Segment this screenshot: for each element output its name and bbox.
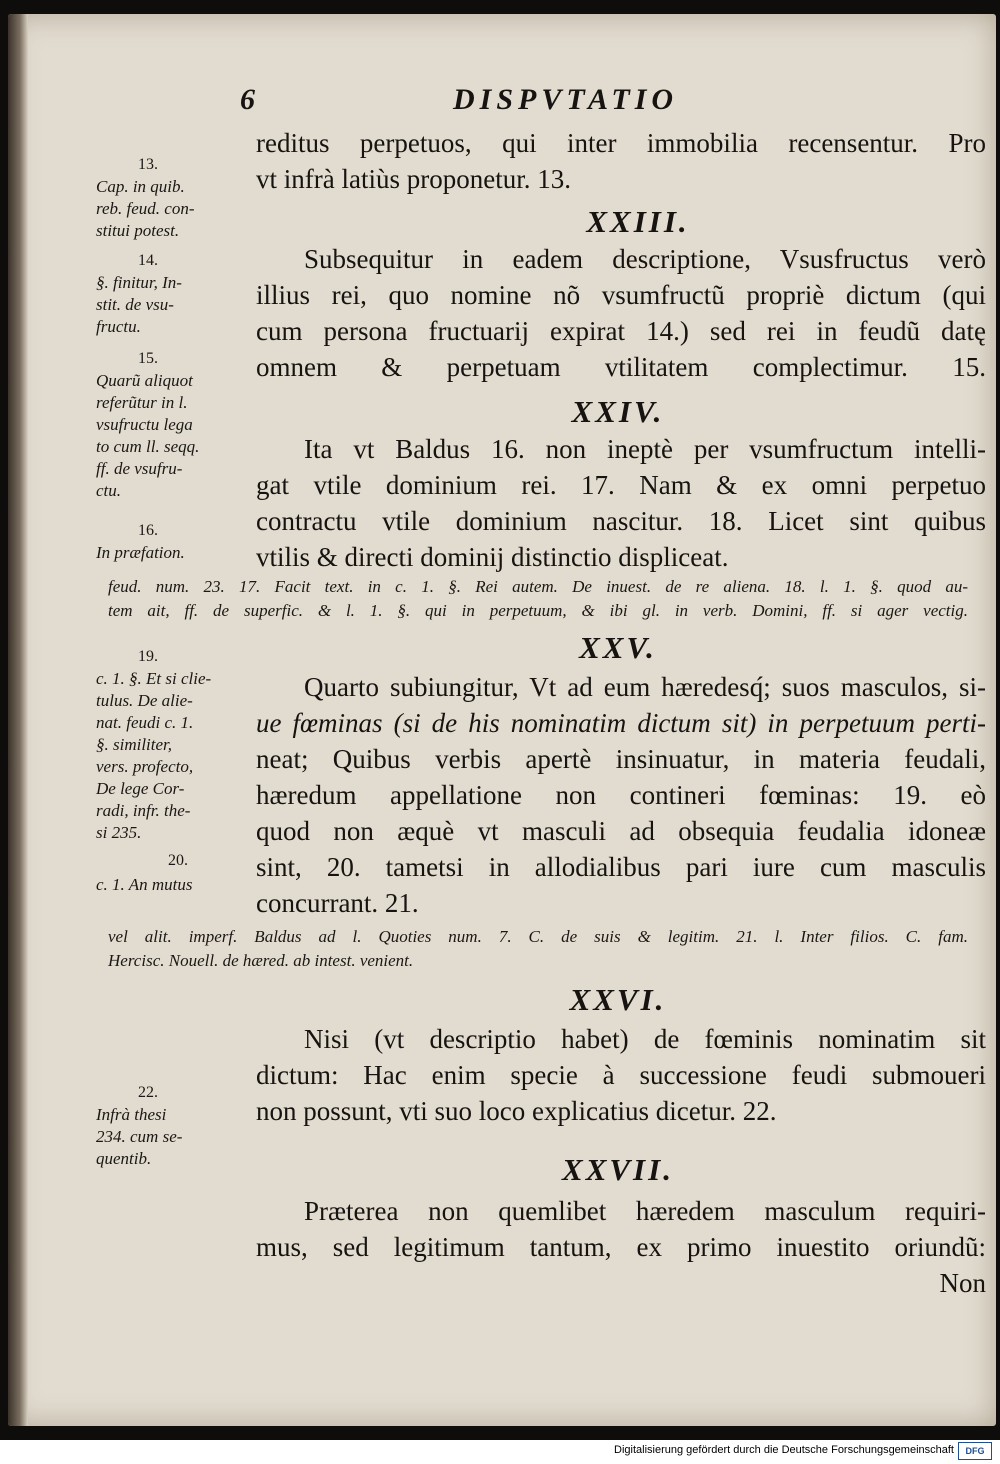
text-line: sint, 20. tametsi in allodialibus pari iure cum masculis (256, 852, 986, 882)
margin-note: referũtur in l. (96, 393, 188, 412)
text-line: omnem & perpetuam vtilitatem complectimur. 15. (256, 352, 986, 382)
section-heading: XXIV. (571, 394, 665, 429)
margin-note: 14. (138, 252, 158, 269)
margin-note: Quarũ aliquot (96, 371, 193, 390)
catchword: Non (939, 1268, 986, 1298)
section-heading: XXVI. (569, 982, 667, 1017)
margin-note: ff. de vsufru- (96, 459, 183, 478)
text-line: vtilis & directi dominij distinctio displiceat. (256, 542, 729, 572)
page-gutter (8, 14, 28, 1426)
margin-note: stit. de vsu- (96, 295, 174, 314)
margin-note: 16. (138, 522, 158, 539)
text-line: Ita vt Baldus 16. non ineptè per vsumfructum intelli- (304, 434, 986, 464)
text-line: contractu vtile dominium nascitur. 18. Licet sint quibus (256, 506, 986, 536)
text-line: hæredum appellatione non contineri fœminas: 19. eò (256, 780, 986, 810)
margin-note: quentib. (96, 1149, 152, 1168)
margin-note: to cum ll. seqq. (96, 437, 200, 456)
margin-note: stitui potest. (96, 221, 180, 240)
text-line: Præterea non quemlibet hæredem masculum requiri- (304, 1196, 986, 1226)
text-line: illius rei, quo nomine nõ vsumfructũ propriè dictum (qui (256, 280, 986, 310)
text-line: vt infrà latiùs proponetur. 13. (256, 164, 571, 194)
text-line: Nisi (vt descriptio habet) de fœminis nominatim sit (304, 1024, 986, 1054)
margin-note: radi, infr. the- (96, 801, 191, 820)
text-line: mus, sed legitimum tantum, ex primo inuestito oriundũ: (256, 1232, 986, 1262)
margin-note: Cap. in quib. (96, 177, 185, 196)
text-line: Subsequitur in eadem descriptione, Vsusfructus verò (304, 244, 986, 274)
margin-note: vers. profecto, (96, 757, 194, 776)
text-line: ue fœminas (si de his nominatim dictum sit) in perpetuum perti- (256, 708, 986, 738)
margin-note: 13. (138, 156, 158, 173)
margin-note: De lege Cor- (96, 779, 185, 798)
footnote-line: Hercisc. Nouell. de hæred. ab intest. venient. (108, 951, 414, 970)
text-line: quod non æquè vt masculi ad obsequia feudalia idoneæ (256, 816, 986, 846)
text-line: gat vtile dominium rei. 17. Nam & ex omni perpetuo (256, 470, 986, 500)
text-line: non possunt, vti suo loco explicatius dicetur. 22. (256, 1096, 777, 1126)
margin-note: ctu. (96, 481, 122, 500)
margin-note: Infrà thesi (96, 1105, 167, 1124)
text-line: cum persona fructuarij expirat 14.) sed rei in feudũ datę (256, 316, 986, 346)
text-line: dictum: Hac enim specie à successione feudi submoueri (256, 1060, 986, 1090)
margin-note: tulus. De alie- (96, 691, 193, 710)
section-heading: XXIII. (586, 204, 690, 239)
book-page (8, 14, 996, 1426)
margin-note: si 235. (96, 823, 142, 842)
margin-note: §. similiter, (96, 735, 173, 754)
footnote-line: vel alit. imperf. Baldus ad l. Quoties num. 7. C. de suis & legitim. 21. l. Inter filios. C. fam. (108, 927, 968, 946)
margin-note: 20. (168, 852, 188, 869)
text-line: concurrant. 21. (256, 888, 419, 918)
running-head: DISPVTATIO (453, 83, 679, 116)
margin-note: 15. (138, 350, 158, 367)
margin-note: §. finitur, In- (96, 273, 182, 292)
dfg-logo-icon: DFG (958, 1442, 992, 1460)
margin-note: vsufructu lega (96, 415, 193, 434)
section-heading: XXVII. (562, 1152, 674, 1187)
text-line: Quarto subiungitur, Vt ad eum hæredesq́; suos masculos, si- (304, 672, 986, 702)
text-line: reditus perpetuos, qui inter immobilia recensentur. Pro (256, 128, 986, 158)
section-heading: XXV. (579, 630, 657, 665)
margin-note: reb. feud. con- (96, 199, 195, 218)
page-number: 6 (240, 83, 255, 116)
margin-note: nat. feudi c. 1. (96, 713, 194, 732)
footnote-line: tem ait, ff. de superfic. & l. 1. §. qui in perpetuum, & ibi gl. in verb. Domini, ff. si ager vectig. (108, 601, 968, 620)
footnote-line: feud. num. 23. 17. Facit text. in c. 1. §. Rei autem. De inuest. de re aliena. 18. l. 1. §. quod au- (108, 577, 968, 596)
funding-notice: Digitalisierung gefördert durch die Deutsche Forschungsgemeinschaft (614, 1444, 954, 1456)
text-line: neat; Quibus verbis apertè insinuatur, in materia feudali, (256, 744, 986, 774)
margin-note: 19. (138, 648, 158, 665)
margin-note: c. 1. §. Et si clie- (96, 669, 212, 688)
margin-note: 234. cum se- (96, 1127, 183, 1146)
margin-note: fructu. (96, 317, 141, 336)
margin-note: c. 1. An mutus (96, 875, 193, 894)
margin-note: In præfation. (96, 543, 185, 562)
margin-note: 22. (138, 1084, 158, 1101)
